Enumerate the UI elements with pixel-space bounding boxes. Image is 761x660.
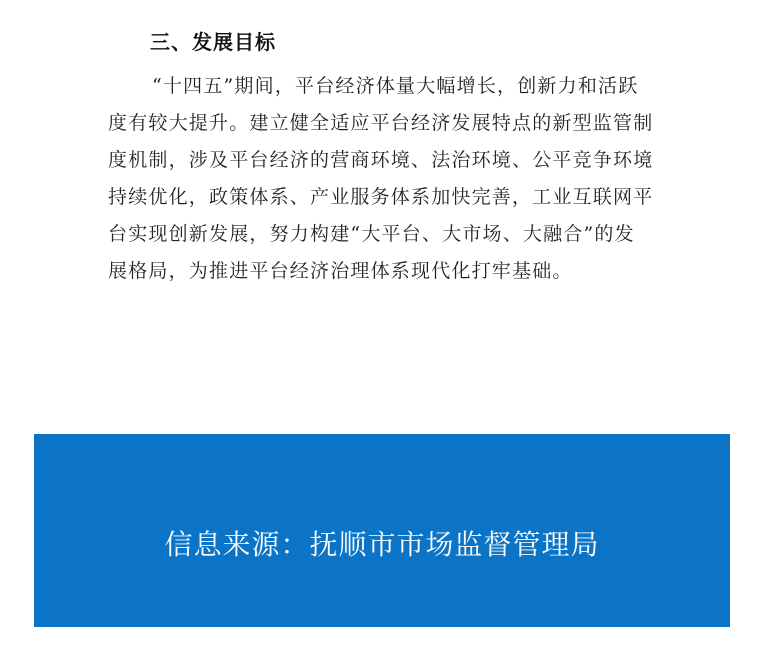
paragraph-line: “十四五”期间，平台经济体量大幅增长，创新力和活跃 (152, 75, 639, 97)
section-heading: 三、发展目标 (150, 30, 276, 54)
paragraph-line: 持续优化，政策体系、产业服务体系加快完善，工业互联网平 (108, 186, 654, 208)
source-banner (34, 434, 730, 627)
paragraph-line: 度有较大提升。建立健全适应平台经济发展特点的新型监管制 (108, 112, 654, 134)
paragraph-line: 展格局，为推进平台经济治理体系现代化打牢基础。 (108, 260, 573, 282)
body-paragraph (108, 68, 664, 290)
paragraph-line: 度机制，涉及平台经济的营商环境、法治环境、公平竞争环境 (108, 149, 654, 171)
source-text: 信息来源：抚顺市市场监督管理局 (164, 527, 600, 561)
paragraph-line: 台实现创新发展，努力构建“大平台、大市场、大融合”的发 (108, 223, 635, 245)
